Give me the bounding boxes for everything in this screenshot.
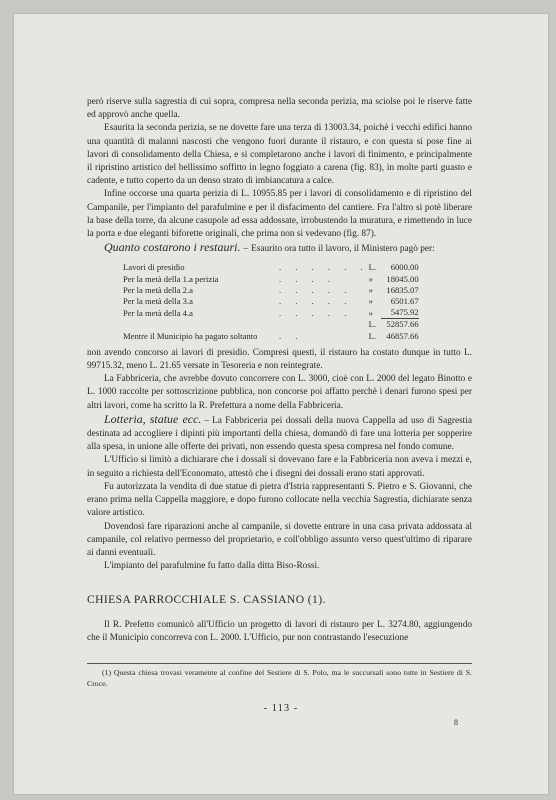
currency: » [368, 284, 373, 295]
page-number: - 113 - [263, 703, 299, 714]
leader-dots [279, 319, 369, 331]
paragraph: Esaurita la seconda perizia, se ne dovette fare una terza di 13003.34, poichè i vecchi edifici hanno una quantità di malanni nascosti che vengono fuori durante il ristauro, e con questa si pose fine ai lavori di consolidamento della Chiesa, e si completarono anche i lavori di finimento, e principalmente il ripristino artistico del bellissimo soffitto in legno foggiato a carena (fig. 83), in molte parti guasto e cadente, e tutto coperto da un denso strato di imbiancatura a calce. [87, 123, 472, 187]
payment-amount: 5475.92 [390, 307, 419, 318]
leader-dots: . . . . . [279, 284, 353, 295]
section-subtitle: Quanto costarono i restauri. [104, 240, 241, 255]
footnote-divider [87, 663, 472, 664]
payment-label: Lavori di presidio [123, 262, 185, 273]
currency: » [368, 296, 373, 307]
payment-label: Per la metà della 4.a [123, 307, 193, 318]
payment-amount: 18045.00 [386, 273, 419, 284]
body-text [87, 96, 472, 645]
payment-row [123, 274, 419, 285]
section-subtitle: Lotteria, statue ecc. [104, 411, 202, 426]
payment-label: Per la metà della 3.a [123, 296, 193, 307]
currency: L. [368, 262, 377, 273]
payment-total: 52857.66 [381, 319, 419, 331]
payment-label: Mentre il Municipio ha pagato soltanto [123, 330, 258, 341]
payment-label: Per la metà della 2.a [123, 284, 193, 295]
paragraph: Infine occorse una quarta perizia di L. 10955.85 per i lavori di consolidamento e di ripristino del Campanile, per l'impianto del parafulmine e per il disfacimento del cantiere. Fra l'altro si potè liberare la base della torre, da alcune casupole ad essa addossate, irrobustendo la muratura, e rimettendo in luce la porta e due eleganti biforette originali, che prima non si vedevano (fig. 87). [87, 189, 472, 240]
currency: » [368, 307, 373, 318]
municipio-amount: 46857.66 [386, 330, 419, 341]
book-page [14, 14, 548, 794]
payment-row [123, 296, 419, 307]
footnote: (1) Questa chiesa trovasi veramente al confine del Sestiere di S. Polo, ma le succursali sono tutte in Sestiere di S. Croce. [87, 668, 472, 688]
paragraph-text: La Fabbriceria pei dossali della nuova Cappella ad uso di Sagrestia destinata ad accogliere i dipinti più importanti della chiesa, domandò di fare una lotteria per sopperire alla spesa, in unione alle offerte dei privati, non essendo questa spesa compresa nel fondo comune. [87, 415, 472, 453]
leader-dots: . . . . . [279, 296, 353, 307]
leader-dots: . . . . [279, 273, 337, 284]
dash: – [243, 244, 249, 255]
currency: L. [368, 330, 377, 341]
paragraph: Dovendosi fare riparazioni anche al campanile, si dovette entrare in una casa privata addossata al campanile, col relativo permesso del proprietario, e coll'obbligo assunto verso quest'ultimo di riparare ai danni eventuali. [87, 521, 472, 558]
paragraph: L'Ufficio si limitò a dichiarare che i dossali si dovevano fare e la Fabbriceria non aveva i mezzi e, in seguito a richiesta dell'Economato, attestò che i disegni dei dossali erano stati approvati. [87, 455, 472, 479]
paragraph: La Fabbriceria, che avrebbe dovuto concorrere con L. 3000, cioè con L. 2000 del legato Binotto e L. 1000 raccolte per sottoscrizione pubblica, non concorse poi affatto perchè i denari furono spesi per altri lavori, come ha scritto la R. Prefettura a nome della Fabbriceria. [87, 374, 472, 411]
payment-amount: 16835.07 [386, 284, 419, 295]
payment-row [123, 307, 419, 319]
paragraph [87, 413, 472, 455]
signature-mark: 8 [454, 718, 458, 727]
payment-label: Per la metà della 1.a perizia [123, 273, 219, 284]
payment-row [123, 262, 419, 273]
payment-row [123, 285, 419, 296]
paragraph: L'impianto del parafulmine fu fatto dalla ditta Biso-Rossi. [104, 561, 320, 572]
leader-dots: . . [279, 330, 304, 341]
currency: » [368, 273, 373, 284]
payments-table [123, 262, 419, 341]
paragraph: però riserve sulla sagrestia di cui sopra, compresa nella seconda perizia, ma sciolse poi le riserve fatte ed approvò anche quella. [87, 97, 472, 121]
paragraph: Fu autorizzata la vendita di due statue di pietra d'Istria rappresentanti S. Pietro e S. Giovanni, che erano prima nella Cappella maggiore, e dopo furono collocate nella vecchia Sagrestia, dichiarate senza valore artistico. [87, 481, 472, 519]
payment-total-row [123, 319, 419, 331]
paragraph-text: Esaurito ora tutto il lavoro, il Ministero pagò per: [251, 244, 435, 255]
leader-dots: . . . . . . [279, 262, 369, 273]
payment-amount: 6501.67 [390, 296, 419, 307]
currency: L. [368, 319, 377, 330]
leader-dots: . . . . . [279, 307, 353, 318]
payment-label [123, 319, 279, 331]
paragraph: non avendo concorso ai lavori di presidio. Compresi questi, il ristauro ha costato dunque in tutto L. 99715.32, meno L. 21.65 versate in Tesoreria e non reintegrate. [87, 347, 472, 372]
section-heading: CHIESA PARROCCHIALE S. CASSIANO (1). [87, 593, 326, 607]
paragraph: Il R. Prefetto comunicò all'Ufficio un progetto di lavori di ristauro per L. 3274.80, aggiungendo che il Municipio concorreva con L. 2000. L'Ufficio, pur non contrastando l'esecuzione [87, 619, 472, 643]
paragraph [87, 241, 472, 256]
dash: – [204, 415, 210, 426]
payment-amount: 6000.00 [390, 262, 419, 273]
municipio-row [123, 331, 419, 342]
